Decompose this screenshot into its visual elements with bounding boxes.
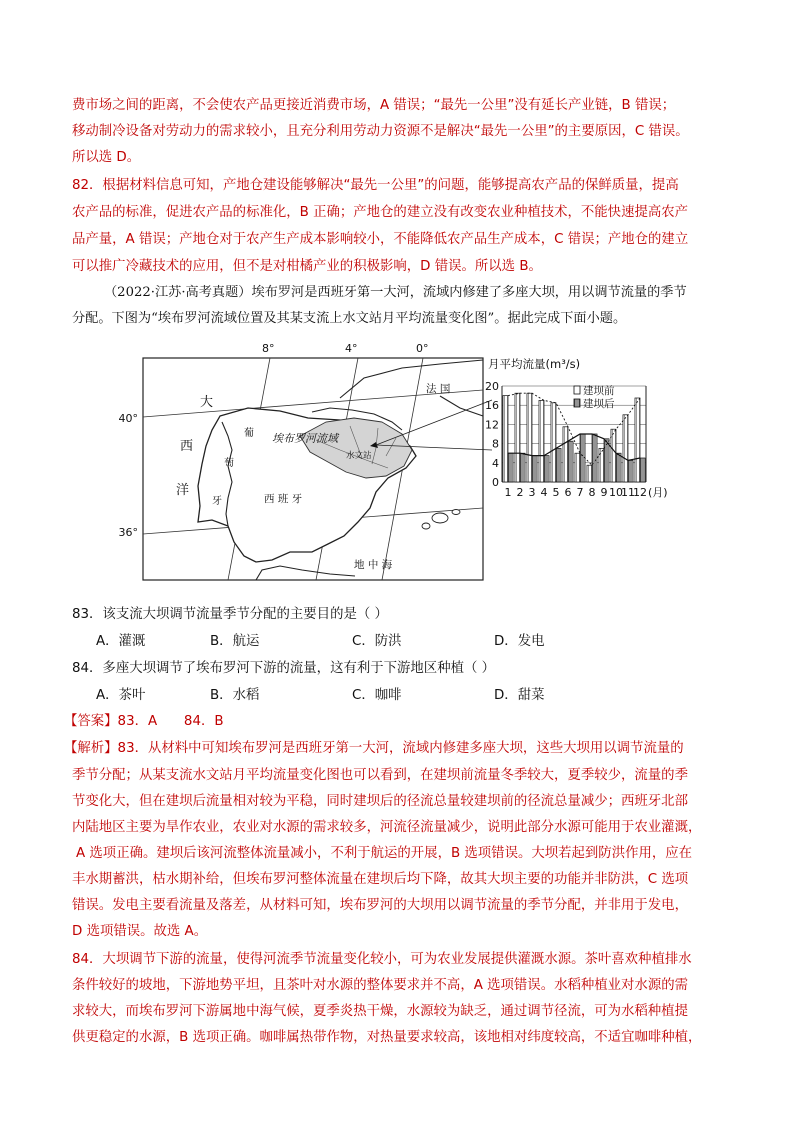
- ocean-label-1: 大: [200, 395, 214, 410]
- bar-before-1: [503, 396, 508, 482]
- bar-before-5: [551, 403, 556, 482]
- lat-label-40: 40°: [118, 412, 138, 425]
- bar-after-2: [520, 453, 525, 482]
- q84-stem: 84．多座大坝调节了埃布罗河下游的流量，这有利于下游地区种植（ ）: [72, 661, 496, 676]
- station-label: 水文站: [346, 451, 372, 461]
- figure: [118, 338, 680, 588]
- legend-swatch-after: [574, 399, 580, 407]
- xtick-6: 6: [564, 486, 572, 499]
- xtick-2: 2: [516, 486, 524, 499]
- analysis84-line-1: 84．大坝调节下游的流量，使得河流季节流量变化较小，可为农业发展提供灌溉水源。茶叶喜欢种植排水: [72, 952, 692, 967]
- q83-stem: 83．该支流大坝调节流量季节分配的主要目的是（ ）: [72, 607, 388, 622]
- q82-analysis-line-2: 农产品的标准，促进农产品的标准化，B 正确；产地仓的建立没有改变农业种植技术，不能快速提高农产: [72, 205, 689, 220]
- bar-before-11: [623, 415, 628, 482]
- bar-before-10: [611, 429, 616, 482]
- legend-label-after: 建坝后: [583, 398, 615, 410]
- answer-line: 【答案】83．A 84．B: [64, 714, 224, 729]
- xtick-8: 8: [588, 486, 596, 499]
- ytick-4: 4: [492, 456, 499, 470]
- q83-option-a[interactable]: A．灌溉: [96, 634, 146, 649]
- bar-before-12: [635, 398, 640, 482]
- analysis83-line-3: 节变化大，但在建坝后流量相对较为平稳，同时建坝后的径流总量较建坝前的径流总量减少；西班牙北部: [72, 794, 688, 809]
- lon-label-0: 0°: [416, 342, 429, 355]
- bar-before-2: [515, 393, 520, 482]
- chart-x-unit: (月): [648, 486, 668, 499]
- intro-line-2: 分配。下图为“埃布罗河流域位置及其某支流上水文站月平均流量变化图”。据此完成下面小题。: [72, 311, 627, 326]
- xtick-5: 5: [552, 486, 560, 499]
- q83-option-d[interactable]: D．发电: [494, 634, 545, 649]
- ytick-16: 16: [485, 399, 499, 413]
- bar-before-7: [575, 453, 580, 482]
- ytick-12: 12: [485, 418, 499, 432]
- ocean-label-3: 洋: [176, 483, 190, 498]
- bar-before-4: [539, 400, 544, 482]
- bar-after-5: [556, 448, 561, 482]
- bar-before-3: [527, 393, 532, 482]
- bar-after-9: [604, 439, 609, 482]
- flow-chart: [485, 357, 668, 499]
- analysis84-line-2: 条件较好的坡地，下游地势平坦，且茶叶对水源的整体要求并不高，A 选项错误。水稻种植业对水源的需: [72, 978, 688, 993]
- q82-analysis-line-1: 82．根据材料信息可知，产地仓建设能够解决“最先一公里”的问题，能够提高农产品的保鲜质量，提高: [72, 178, 679, 193]
- xtick-7: 7: [576, 486, 584, 499]
- bar-before-8: [587, 465, 592, 482]
- spain-label: 西 班 牙: [264, 493, 303, 505]
- portugal-label-3: 牙: [212, 496, 222, 507]
- q84-option-b[interactable]: B．水稻: [210, 688, 260, 703]
- xtick-3: 3: [528, 486, 536, 499]
- analysis83-line-1: 【解析】83．从材料中可知埃布罗河是西班牙第一大河，流域内修建多座大坝，这些大坝用以调节流量的: [64, 741, 684, 756]
- analysis84-line-3: 求较大，而埃布罗河下游属地中海气候，夏季炎热干燥，水源较为缺乏，通过调节径流，可为水稻种植提: [72, 1004, 688, 1019]
- bar-after-11: [628, 460, 633, 482]
- prev-analysis-line-3: 所以选 D。: [72, 150, 141, 165]
- france-label: 法 国: [426, 383, 451, 395]
- chart-legend: [574, 384, 615, 410]
- analysis83-line-7: 错误。发电主要看流量及落差，从材料可知，埃布罗河的大坝用以调节流量的季节分配，并非用于发电，: [72, 898, 688, 913]
- q82-analysis-line-4: 可以推广冷藏技术的应用，但不是对柑橘产业的积极影响，D 错误。所以选 B。: [72, 259, 542, 274]
- prev-analysis-line-2: 移动制冷设备对劳动力的需求较小，且充分利用劳动力资源不是解决“最先一公里”的主要原因，C 错误。: [72, 124, 689, 139]
- bar-after-1: [508, 453, 513, 482]
- lon-label-8: 8°: [262, 342, 275, 355]
- xtick-4: 4: [540, 486, 548, 499]
- bar-after-12: [640, 458, 645, 482]
- ytick-0: 0: [492, 476, 499, 489]
- bar-after-4: [544, 456, 549, 482]
- portugal-label-1: 葡: [244, 428, 254, 439]
- ytick-20: 20: [485, 380, 499, 393]
- analysis83-line-4: 内陆地区主要为旱作农业，农业对水源的需求较多，河流径流量减少，说明此部分水源可能用于农业灌溉，: [72, 820, 702, 835]
- chart-title: 月平均流量(m³/s): [488, 357, 581, 371]
- q82-analysis-line-3: 品产量，A 错误；产地仓对于农产生产成本影响较小，不能降低农产品生产成本，C 错误；产地仓的建立: [72, 232, 689, 247]
- bar-after-3: [532, 456, 537, 482]
- bar-after-8: [592, 434, 597, 482]
- intro-line-1: （2022·江苏·高考真题）埃布罗河是西班牙第一大河，流域内修建了多座大坝，用以调节流量的季节: [104, 285, 687, 300]
- sea-label: 地 中 海: [354, 559, 393, 571]
- xtick-1: 1: [504, 486, 512, 499]
- analysis83-line-5: A 选项正确。建坝后该河流整体流量减小，不利于航运的开展，B 选项错误。大坝若起到防洪作用，应在: [76, 846, 693, 861]
- xtick-12: 12: [633, 486, 647, 499]
- analysis84-line-4: 供更稳定的水源，B 选项正确。咖啡属热带作物，对热量要求较高，该地相对纬度较高，不适宜咖啡种植，: [72, 1030, 702, 1045]
- xtick-11: 11: [621, 486, 635, 499]
- chart-yticks: [485, 380, 499, 489]
- xtick-10: 10: [609, 486, 623, 499]
- chart-xticks: [505, 486, 648, 499]
- bar-after-6: [568, 441, 573, 482]
- analysis83-line-8: D 选项错误。故选 A。: [72, 924, 208, 939]
- legend-swatch-before: [574, 386, 580, 394]
- q84-option-a[interactable]: A．茶叶: [96, 688, 146, 703]
- q84-option-c[interactable]: C．咖啡: [352, 688, 402, 703]
- legend-label-before: 建坝前: [583, 385, 615, 397]
- analysis83-line-6: 丰水期蓄洪，枯水期补给，但埃布罗河整体流量在建坝后均下降，故其大坝主要的功能并非防洪，C 选项: [72, 872, 689, 887]
- xtick-9: 9: [600, 486, 608, 499]
- ocean-label-2: 西: [180, 439, 194, 454]
- lat-label-36: 36°: [118, 526, 138, 539]
- q83-option-c[interactable]: C．防洪: [352, 634, 402, 649]
- q84-option-d[interactable]: D．甜菜: [494, 688, 545, 703]
- prev-analysis-line-1: 费市场之间的距离，不会使农产品更接近消费市场，A 错误；“最先一公里”没有延长产业链，B 错误；: [72, 98, 676, 113]
- analysis83-line-2: 季节分配；从某支流水文站月平均流量变化图也可以看到，在建坝前流量冬季较大，夏季较少，流量的季: [72, 768, 688, 783]
- ytick-8: 8: [492, 437, 499, 451]
- basin-label: 埃布罗河流域: [272, 432, 338, 445]
- q83-option-b[interactable]: B．航运: [210, 634, 260, 649]
- bar-before-6: [563, 427, 568, 482]
- lon-label-4: 4°: [345, 342, 358, 355]
- bar-after-10: [616, 453, 621, 482]
- portugal-label-2: 萄: [224, 458, 234, 469]
- bar-before-9: [599, 448, 604, 482]
